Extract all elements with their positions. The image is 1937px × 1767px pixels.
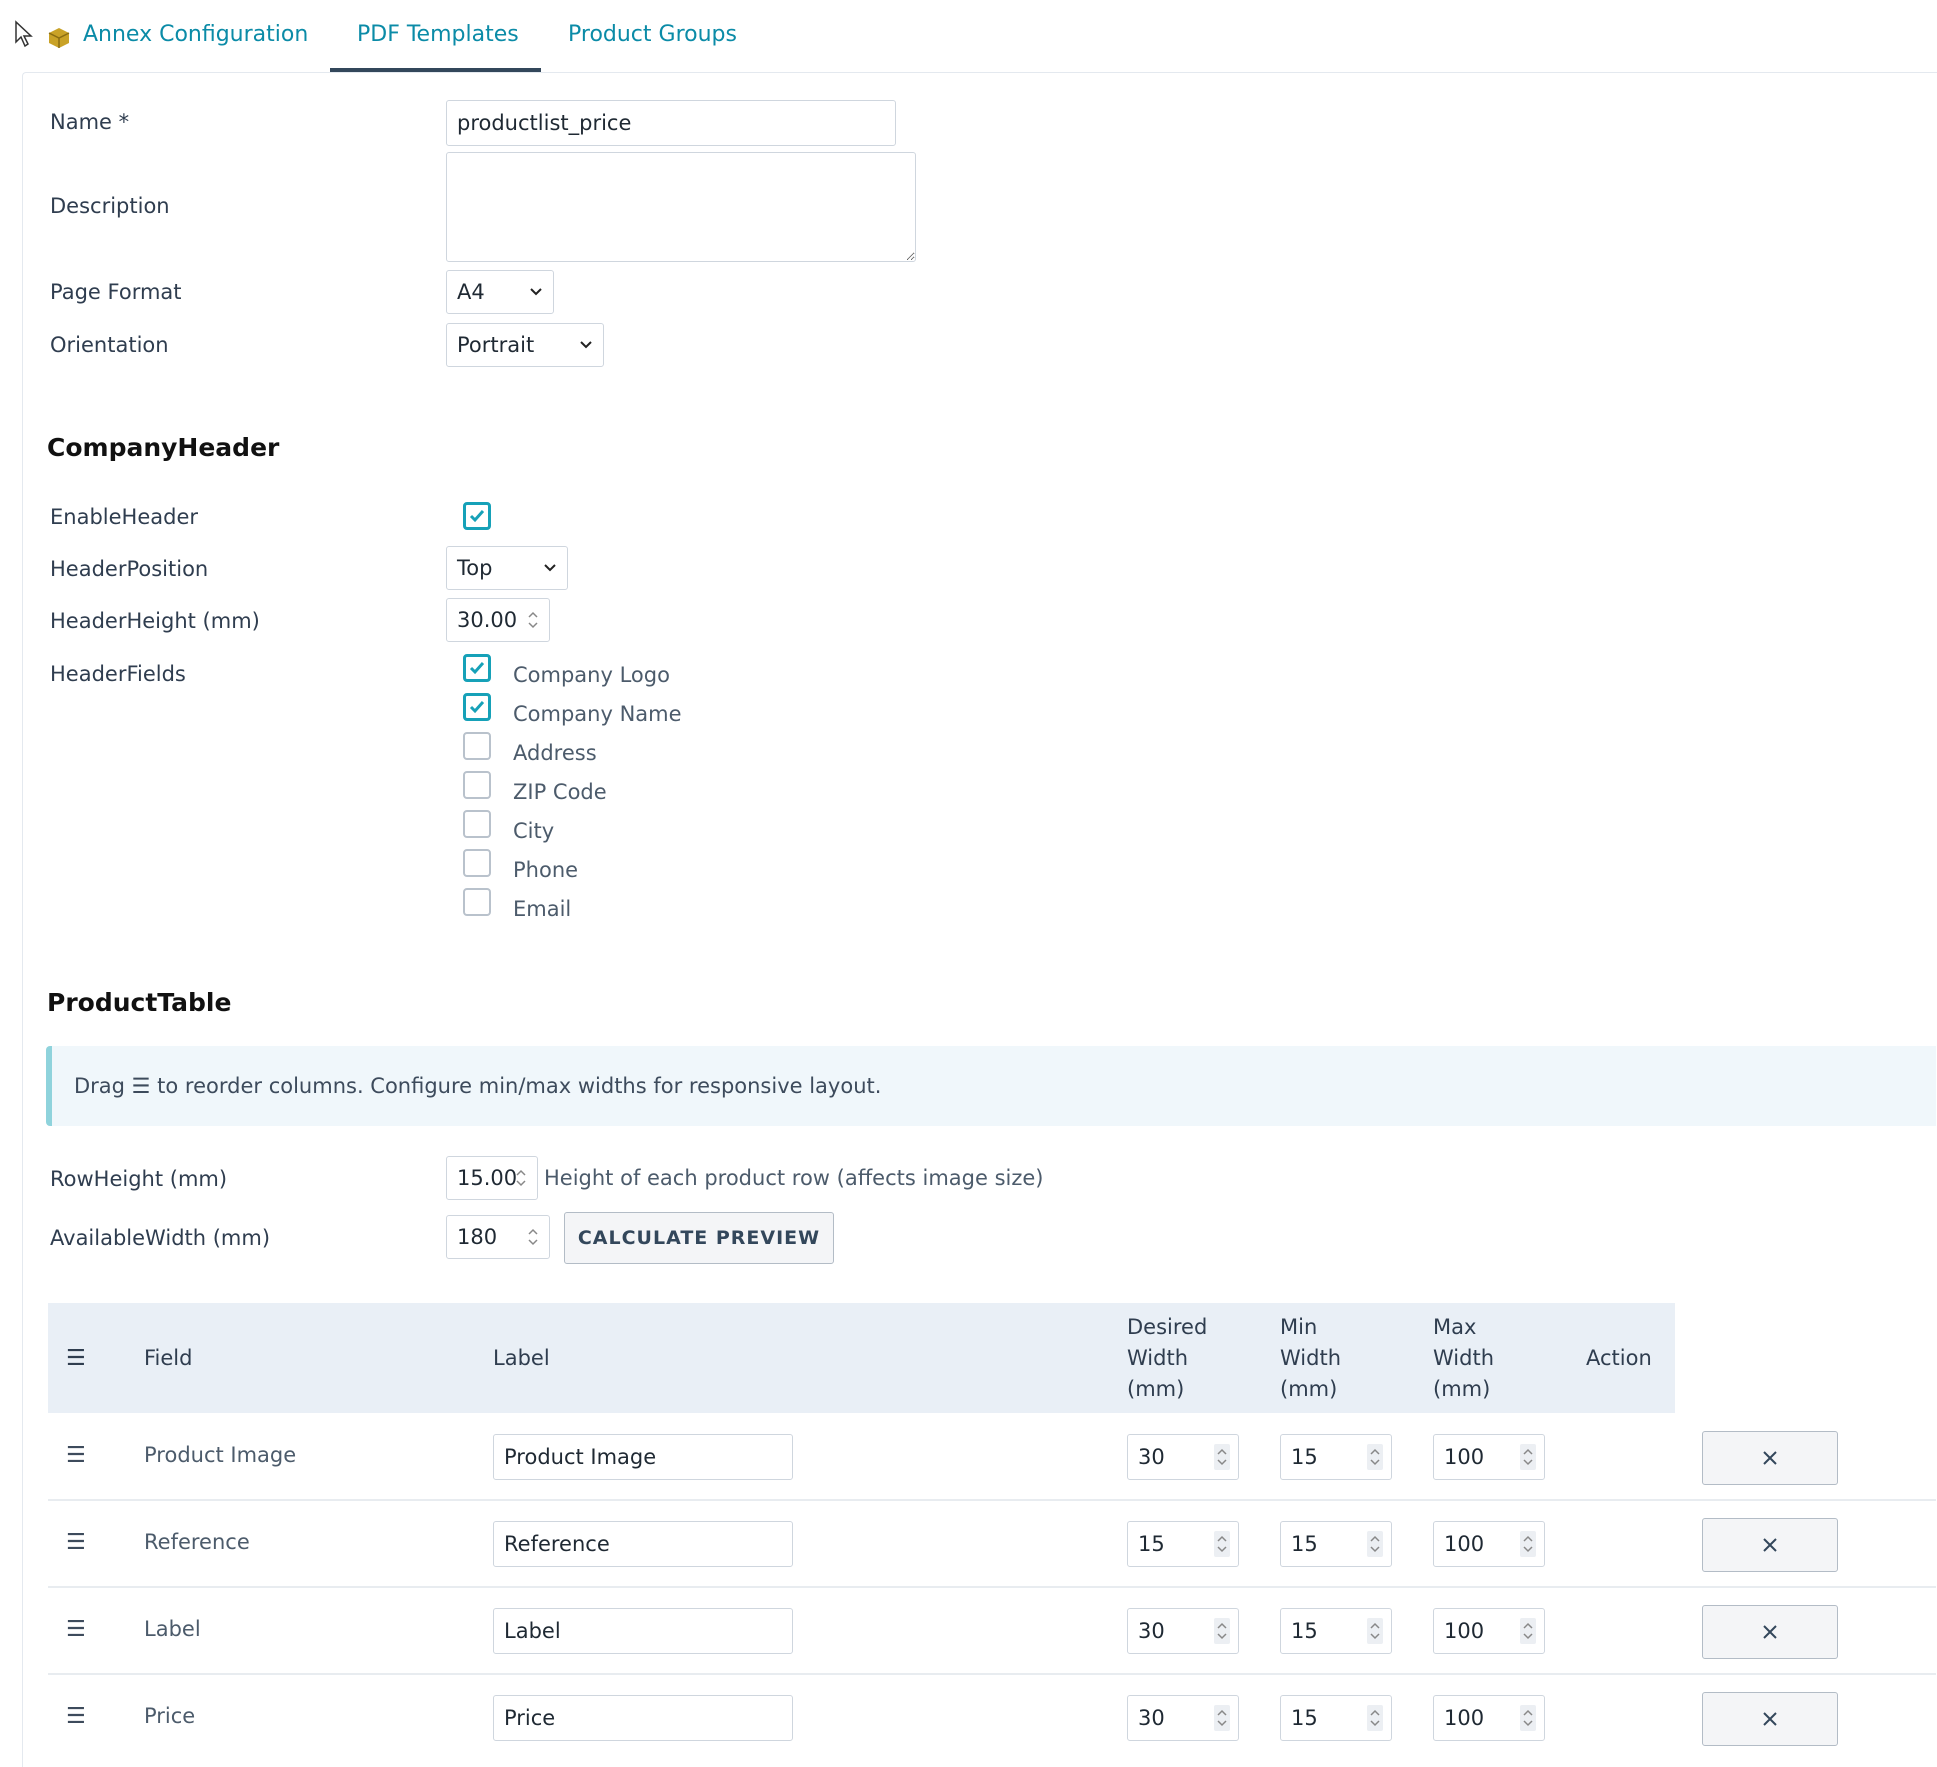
- name-input-value: productlist_price: [457, 111, 632, 135]
- page-format-select[interactable]: [446, 270, 554, 314]
- min-width-input[interactable]: [1280, 1521, 1392, 1567]
- enable-header-checkbox[interactable]: [463, 502, 491, 530]
- header-height-label: HeaderHeight (mm): [50, 609, 260, 633]
- address-label: Address: [513, 741, 597, 765]
- min-width-value: 15: [1291, 1705, 1318, 1730]
- min-width-input[interactable]: [1280, 1695, 1392, 1741]
- zip-code-checkbox[interactable]: [463, 771, 491, 799]
- row-height-value: 15.00: [457, 1166, 518, 1190]
- spinner-icon[interactable]: [525, 607, 541, 633]
- spinner-icon[interactable]: [1520, 1444, 1536, 1470]
- header-fields-label: HeaderFields: [50, 662, 186, 686]
- desired-width-column-header: [1127, 1312, 1207, 1405]
- city-checkbox[interactable]: [463, 810, 491, 838]
- min-width-input[interactable]: [1280, 1608, 1392, 1654]
- desired-width-value: 30: [1138, 1444, 1165, 1469]
- max-width-column-header: [1433, 1312, 1494, 1405]
- desired-width-input[interactable]: [1127, 1608, 1239, 1654]
- row-divider: [48, 1673, 1936, 1675]
- spinner-icon[interactable]: [1520, 1618, 1536, 1644]
- available-width-value: 180: [457, 1225, 498, 1249]
- row-height-hint: Height of each product row (affects image size): [544, 1166, 1044, 1190]
- header-position-select[interactable]: [446, 546, 568, 590]
- close-icon: [1761, 1449, 1779, 1467]
- label-input[interactable]: [493, 1695, 793, 1741]
- label-input-value: Product Image: [504, 1444, 657, 1469]
- remove-row-button[interactable]: [1702, 1518, 1838, 1572]
- tab-pdf-templates[interactable]: PDF Templates: [357, 22, 519, 47]
- header-line: Width: [1127, 1346, 1189, 1370]
- orientation-select[interactable]: [446, 323, 604, 367]
- spinner-icon[interactable]: [1367, 1618, 1383, 1644]
- description-label: Description: [50, 194, 170, 218]
- header-line: Desired: [1127, 1315, 1208, 1339]
- drag-column-header: ☰: [66, 1346, 86, 1371]
- min-width-value: 15: [1291, 1531, 1318, 1556]
- spinner-icon[interactable]: [1367, 1444, 1383, 1470]
- zip-code-label: ZIP Code: [513, 780, 607, 804]
- drag-handle-icon[interactable]: ☰: [66, 1616, 86, 1642]
- company-header-title: CompanyHeader: [47, 433, 280, 462]
- spinner-icon[interactable]: [1214, 1705, 1230, 1731]
- spinner-icon[interactable]: [1214, 1531, 1230, 1557]
- action-column-header: Action: [1586, 1346, 1652, 1370]
- phone-label: Phone: [513, 858, 579, 882]
- header-position-label: HeaderPosition: [50, 557, 209, 581]
- tab-product-groups[interactable]: Product Groups: [568, 22, 737, 47]
- field-cell: Price: [144, 1703, 196, 1728]
- max-width-input[interactable]: [1433, 1695, 1545, 1741]
- drag-handle-icon[interactable]: ☰: [66, 1442, 86, 1468]
- info-text: Drag ☰ to reorder columns. Configure min/max widths for responsive layout.: [74, 1074, 882, 1098]
- field-column-header: Field: [144, 1346, 193, 1370]
- header-line: Width: [1433, 1346, 1495, 1370]
- field-cell: Product Image: [144, 1442, 297, 1467]
- desired-width-value: 15: [1138, 1531, 1165, 1556]
- header-position-value: Top: [457, 556, 493, 580]
- desired-width-input[interactable]: [1127, 1521, 1239, 1567]
- drag-handle-icon[interactable]: ☰: [66, 1703, 86, 1729]
- row-height-label: RowHeight (mm): [50, 1167, 228, 1191]
- company-name-checkbox[interactable]: [463, 693, 491, 721]
- city-label: City: [513, 819, 555, 843]
- header-line: Max: [1433, 1315, 1477, 1339]
- desired-width-input[interactable]: [1127, 1434, 1239, 1480]
- min-width-value: 15: [1291, 1444, 1318, 1469]
- orientation-value: Portrait: [457, 333, 535, 357]
- max-width-input[interactable]: [1433, 1608, 1545, 1654]
- close-icon: [1761, 1536, 1779, 1554]
- header-line: (mm): [1127, 1377, 1185, 1401]
- company-logo-label: Company Logo: [513, 663, 670, 687]
- header-height-value: 30.00: [457, 608, 518, 632]
- close-icon: [1761, 1710, 1779, 1728]
- header-height-input[interactable]: [446, 598, 550, 642]
- desired-width-input[interactable]: [1127, 1695, 1239, 1741]
- header-line: Width: [1280, 1346, 1342, 1370]
- name-label: Name *: [50, 110, 130, 134]
- label-input-value: Label: [504, 1618, 561, 1643]
- description-textarea[interactable]: [446, 152, 916, 262]
- form-panel: [22, 72, 1937, 1767]
- drag-handle-icon[interactable]: ☰: [66, 1529, 86, 1555]
- desired-width-value: 30: [1138, 1618, 1165, 1643]
- product-table-title: ProductTable: [47, 988, 232, 1017]
- chevron-down-icon: [579, 340, 593, 350]
- name-input[interactable]: [446, 100, 896, 146]
- check-icon: [468, 698, 486, 716]
- min-width-column-header: [1280, 1312, 1341, 1405]
- label-input[interactable]: [493, 1434, 793, 1480]
- company-logo-checkbox[interactable]: [463, 654, 491, 682]
- field-cell: Reference: [144, 1529, 250, 1554]
- header-line: (mm): [1280, 1377, 1338, 1401]
- remove-row-button[interactable]: [1702, 1692, 1838, 1746]
- row-divider: [48, 1586, 1936, 1588]
- spinner-icon[interactable]: [513, 1165, 529, 1191]
- remove-row-button[interactable]: [1702, 1605, 1838, 1659]
- chevron-down-icon: [543, 563, 557, 573]
- orientation-label: Orientation: [50, 333, 169, 357]
- spinner-icon[interactable]: [1520, 1705, 1536, 1731]
- package-icon: [47, 26, 71, 50]
- spinner-icon[interactable]: [1214, 1444, 1230, 1470]
- enable-header-label: EnableHeader: [50, 505, 198, 529]
- company-name-label: Company Name: [513, 702, 682, 726]
- max-width-value: 100: [1444, 1705, 1485, 1730]
- spinner-icon[interactable]: [1520, 1531, 1536, 1557]
- max-width-value: 100: [1444, 1531, 1485, 1556]
- max-width-input[interactable]: [1433, 1434, 1545, 1480]
- available-width-label: AvailableWidth (mm): [50, 1226, 271, 1250]
- spinner-icon[interactable]: [1214, 1618, 1230, 1644]
- table-header: [48, 1303, 1675, 1413]
- max-width-value: 100: [1444, 1444, 1485, 1469]
- row-height-input[interactable]: [446, 1156, 538, 1200]
- check-icon: [468, 659, 486, 677]
- min-width-value: 15: [1291, 1618, 1318, 1643]
- spinner-icon[interactable]: [1367, 1705, 1383, 1731]
- max-width-value: 100: [1444, 1618, 1485, 1643]
- label-input-value: Price: [504, 1705, 556, 1730]
- spinner-icon[interactable]: [525, 1224, 541, 1250]
- label-input-value: Reference: [504, 1531, 610, 1556]
- row-divider: [48, 1499, 1936, 1501]
- check-icon: [468, 507, 486, 525]
- email-label: Email: [513, 897, 572, 921]
- chevron-down-icon: [529, 287, 543, 297]
- tab-bar: [0, 0, 1936, 72]
- info-callout: [46, 1046, 1936, 1126]
- available-width-input[interactable]: [446, 1215, 550, 1259]
- tab-annex-configuration[interactable]: Annex Configuration: [83, 22, 309, 47]
- spinner-icon[interactable]: [1367, 1531, 1383, 1557]
- page-format-label: Page Format: [50, 280, 182, 304]
- phone-checkbox[interactable]: [463, 849, 491, 877]
- label-input[interactable]: [493, 1608, 793, 1654]
- max-width-input[interactable]: [1433, 1521, 1545, 1567]
- field-cell: Label: [144, 1616, 201, 1641]
- page-format-value: A4: [457, 280, 485, 304]
- label-column-header: Label: [493, 1346, 550, 1370]
- remove-row-button[interactable]: [1702, 1431, 1838, 1485]
- address-checkbox[interactable]: [463, 732, 491, 760]
- close-icon: [1761, 1623, 1779, 1641]
- calculate-preview-button[interactable]: CALCULATE PREVIEW: [564, 1212, 834, 1264]
- header-line: (mm): [1433, 1377, 1491, 1401]
- label-input[interactable]: [493, 1521, 793, 1567]
- header-line: Min: [1280, 1315, 1318, 1339]
- email-checkbox[interactable]: [463, 888, 491, 916]
- desired-width-value: 30: [1138, 1705, 1165, 1730]
- min-width-input[interactable]: [1280, 1434, 1392, 1480]
